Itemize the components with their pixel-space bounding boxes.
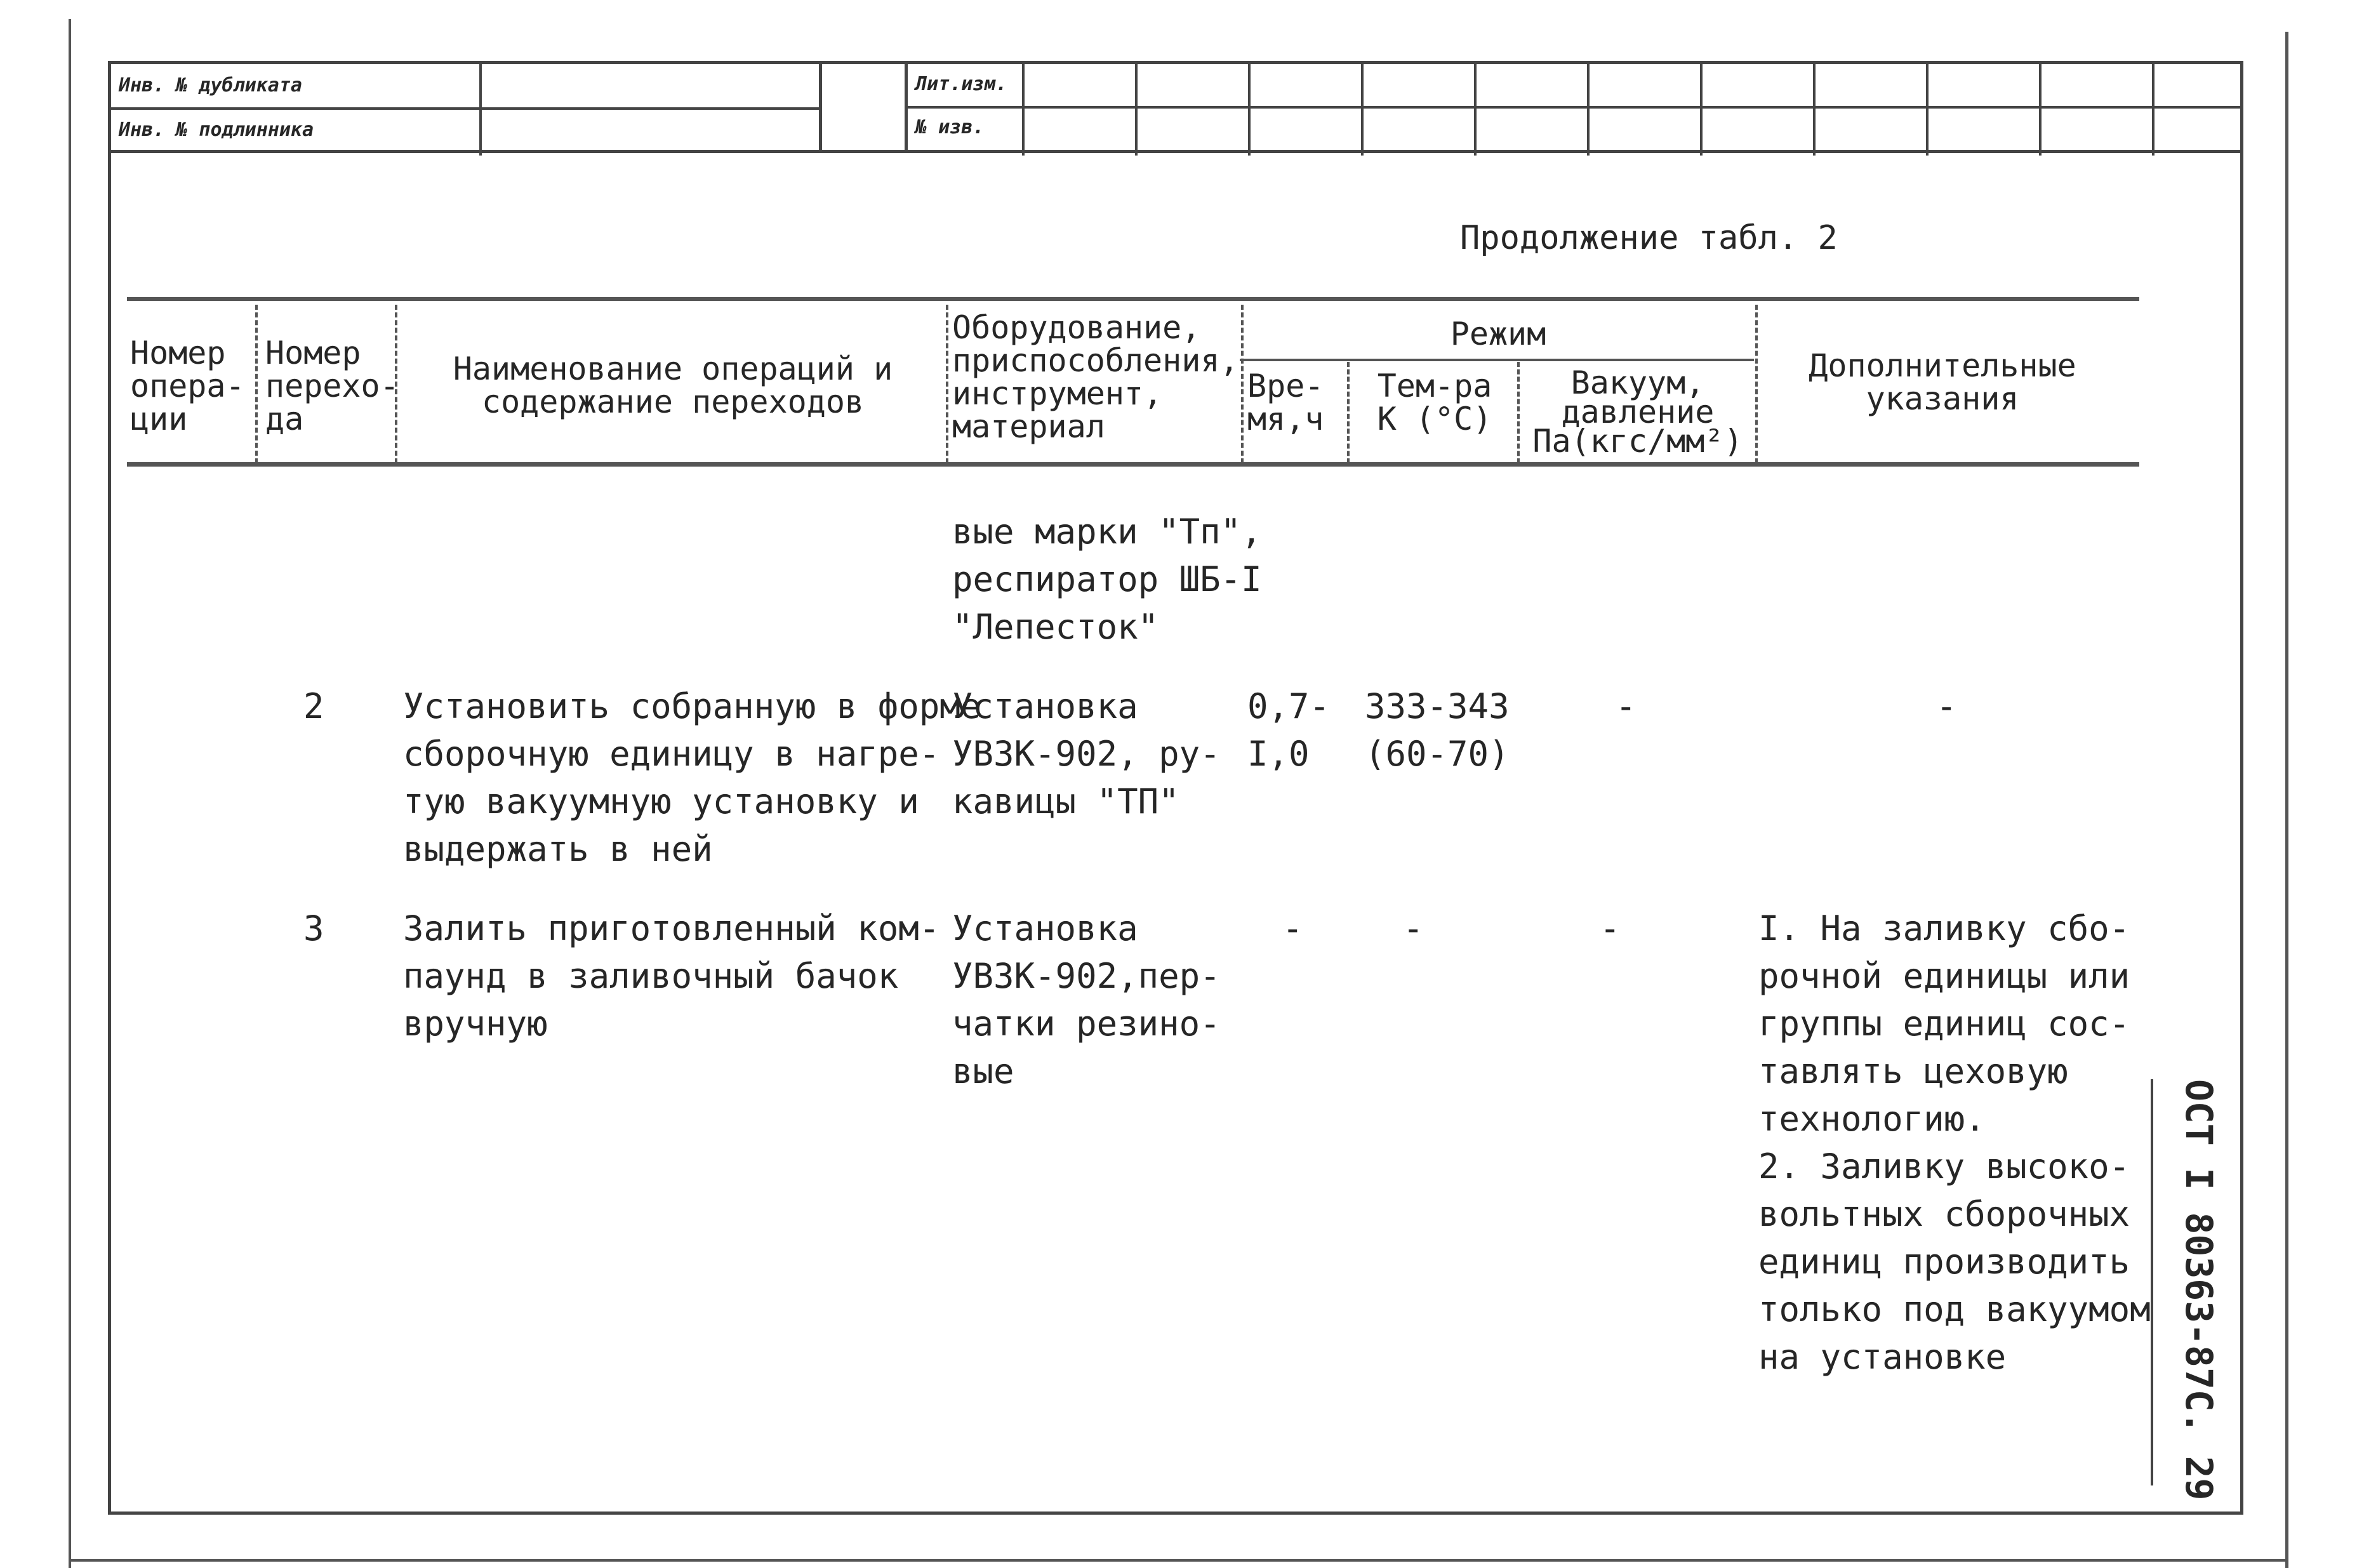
header-operation-name: Наименование операций и содержание переходов — [453, 350, 893, 420]
stamp-cell-divider — [2152, 64, 2154, 156]
sheet-edge-right — [2285, 32, 2288, 1568]
stamp-cell-divider — [1361, 64, 1364, 156]
col-divider — [946, 305, 948, 463]
stamp-cell-divider — [2039, 64, 2042, 156]
header-step-number: Номер перехо- да — [265, 335, 399, 437]
stamp-label-inv-orig: Инв. № подлинника — [119, 119, 314, 141]
stamp-cell-divider — [1022, 64, 1025, 156]
stamp-cell-divider — [1135, 64, 1138, 156]
row-3-time: - — [1282, 908, 1303, 948]
mode-subheader-rule — [1240, 359, 1754, 361]
stamp-bottom-rule — [108, 150, 2243, 153]
row-3-equipment: Установка УВЗК-902,пер- чатки резино- вые — [952, 908, 1221, 1091]
header-vacuum: Вакуум, давление Па(кгс/мм²) — [1532, 364, 1743, 460]
row-3-additional: I. На заливку сбо- рочной единицы или группы единиц сос- тавлять цеховую технологию. 2. Заливку высоко- вольтных сборочных единиц производить только под вакуумом на установке — [1758, 908, 2151, 1377]
stamp-cell-divider — [1474, 64, 1477, 156]
stamp-row-dup — [111, 64, 819, 110]
stamp-label-lit: Лит.изм. — [915, 73, 1007, 95]
stamp-label-no-izv: № изв. — [915, 116, 985, 138]
row-2-additional: - — [1936, 686, 1957, 726]
row-continuation-equipment: вые марки "Тп", респиратор ШБ-I "Лепесток" — [952, 512, 1262, 647]
header-equipment: Оборудование, приспособления, инструмент, материал — [952, 309, 1239, 445]
stamp-row-orig — [111, 109, 819, 152]
col-divider — [1347, 362, 1350, 463]
stamp-cell-divider — [1813, 64, 1816, 156]
stamp-cell-divider — [1248, 64, 1251, 156]
header-temperature: Тем-ра К (°C) — [1377, 368, 1492, 437]
col-divider — [1517, 362, 1520, 463]
row-2-equipment: Установка УВЗК-902, ру- кавицы "ТП" — [952, 686, 1221, 821]
row-3-vacuum: - — [1600, 908, 1621, 948]
stamp-cell-divider — [1700, 64, 1703, 156]
row-2-step: 2 — [303, 686, 324, 726]
row-2-operation: Установить собранную в форме сборочную единицу в нагре- тую вакуумную установку и выдержать в ней — [403, 686, 981, 869]
row-2-temperature: 333-343 (60-70) — [1365, 686, 1510, 774]
row-3-operation: Залить приготовленный ком- паунд в заливочный бачок вручную — [403, 908, 940, 1044]
row-2-vacuum: - — [1616, 686, 1637, 726]
row-3-step: 3 — [303, 908, 324, 948]
row-3-temperature: - — [1403, 908, 1424, 948]
stamp-changes — [905, 61, 2243, 152]
sheet-edge-bottom — [69, 1559, 2288, 1562]
stamp-divider — [479, 64, 482, 156]
side-code-rule — [2151, 1079, 2153, 1485]
header-time: Вре- мя,ч — [1247, 368, 1324, 437]
header-additional: Дополнительные указания — [1809, 347, 2076, 417]
stamp-inventory — [108, 61, 822, 152]
col-divider — [255, 305, 258, 463]
col-divider — [1755, 305, 1758, 463]
stamp-cell-divider — [1587, 64, 1590, 156]
table-header-top-rule — [127, 297, 2139, 301]
header-mode: Режим — [1450, 316, 1546, 352]
continuation-title: Продолжение табл. 2 — [1460, 219, 1838, 257]
stamp-label-inv-dup: Инв. № дубликата — [119, 74, 302, 96]
table-header-bottom-rule — [127, 462, 2139, 467]
document-designation — [2177, 1079, 2222, 1501]
sheet-edge-left — [69, 19, 71, 1568]
document-designation-text: ОСТ I 80363-87С. 29 — [2177, 1079, 2221, 1501]
stamp-cell-divider — [1926, 64, 1929, 156]
row-2-time: 0,7- I,0 — [1247, 686, 1331, 774]
header-op-number: Номер опера- ции — [130, 335, 245, 437]
